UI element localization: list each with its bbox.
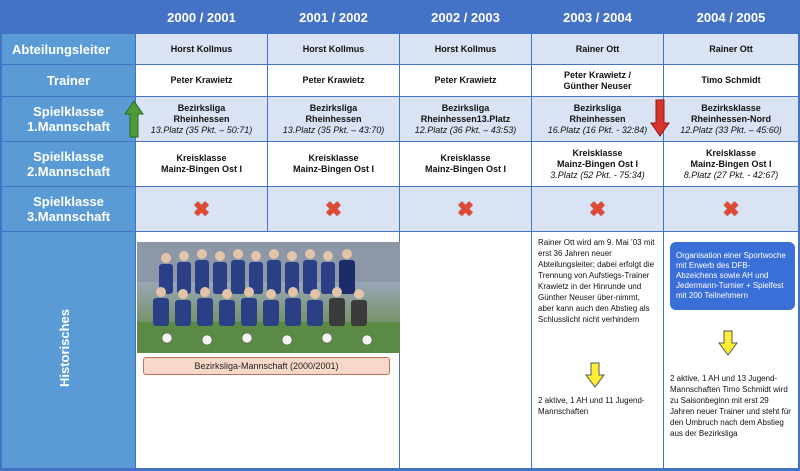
red-x-icon: ✖ — [532, 187, 663, 231]
abteilungsleiter-cell: Horst Kollmus — [268, 34, 399, 64]
yellow-down-arrow-icon — [718, 330, 738, 356]
league-name: Kreisklasse — [440, 153, 491, 163]
red-x-icon: ✖ — [268, 187, 399, 231]
row-label-line: Spielklasse — [33, 104, 104, 119]
spielklasse1-cell — [268, 97, 399, 141]
league-name: Bezirksliga — [573, 102, 622, 113]
league-standing: 3.Platz (52 Pkt. - 75:34) — [550, 169, 645, 180]
row-label-abteilungsleiter: Abteilungsleiter — [2, 34, 135, 64]
league-standing: 13.Platz (35 Pkt. – 43:70) — [282, 124, 385, 135]
league-name: Bezirksliga — [177, 102, 226, 113]
league-standing: 12.Platz (36 Pkt. – 43:53) — [414, 124, 517, 135]
season-header-3: 2002 / 2003 — [400, 2, 531, 33]
league-name: Kreisklasse — [572, 147, 623, 158]
historisches-label: Historisches — [57, 308, 72, 388]
green-up-arrow-icon — [124, 100, 144, 138]
league-name: Bezirksliga — [309, 102, 358, 113]
league-region: Rheinhessen — [569, 113, 626, 124]
row-label-spielklasse-2 — [2, 142, 135, 186]
photo-caption: Bezirksliga-Mannschaft (2000/2001) — [143, 357, 390, 375]
season-header-4: 2003 / 2004 — [532, 2, 663, 33]
row-label-historisches — [2, 232, 135, 468]
abteilungsleiter-cell: Rainer Ott — [664, 34, 798, 64]
trainer-cell: Peter Krawietz — [400, 65, 531, 96]
abteilungsleiter-cell: Horst Kollmus — [136, 34, 267, 64]
spielklasse2-cell — [532, 142, 663, 186]
row-label-trainer: Trainer — [2, 65, 135, 96]
spielklasse2-cell — [268, 142, 399, 186]
league-region: Mainz-Bingen Ost I — [161, 164, 242, 174]
row-label-line: 3.Mannschaft — [26, 209, 111, 224]
red-x-icon: ✖ — [136, 187, 267, 231]
spielklasse1-cell — [532, 97, 663, 141]
league-standing: 16.Platz (16 Pkt. - 32:84) — [547, 124, 648, 135]
red-x-icon: ✖ — [400, 187, 531, 231]
league-region: Mainz-Bingen Ost I — [293, 164, 374, 174]
row-label-line: Spielklasse — [33, 194, 104, 209]
row-label-line: 1.Mannschaft — [26, 119, 111, 134]
trainer-cell: Timo Schmidt — [664, 65, 798, 96]
league-name: Kreisklasse — [308, 153, 359, 163]
row-label-spielklasse-3 — [2, 187, 135, 231]
league-name: Kreisklasse — [705, 147, 757, 158]
team-photo-figures — [137, 242, 400, 353]
league-region: Mainz-Bingen Ost I — [690, 158, 772, 169]
spielklasse2-cell — [664, 142, 798, 186]
league-region: Mainz-Bingen Ost I — [425, 164, 506, 174]
red-x-icon: ✖ — [664, 187, 798, 231]
season-header-5: 2004 / 2005 — [664, 2, 798, 33]
spielklasse2-cell — [136, 142, 267, 186]
history-text-2004: 2 aktive, 1 AH und 13 Jugend-Mannschaften Timo Schmidt wird zu Saisonbeginn mit erst 29 Jahren neuer Trainer und steht für den Umbruch nach dem Abstieg aus der Bezirksliga — [670, 374, 791, 438]
league-standing: 12.Platz (33 Pkt. – 45:60) — [680, 124, 782, 135]
abteilungsleiter-cell: Rainer Ott — [532, 34, 663, 64]
league-standing: 8.Platz (27 Pkt. - 42:67) — [683, 169, 779, 180]
spielklasse2-cell — [400, 142, 531, 186]
abteilungsleiter-cell: Horst Kollmus — [400, 34, 531, 64]
spielklasse1-cell — [400, 97, 531, 141]
trainer-cell: Peter Krawietz — [136, 65, 267, 96]
league-region: Rheinhessen — [173, 113, 230, 124]
spielklasse1-cell — [136, 97, 267, 141]
league-standing: 13.Platz (35 Pkt. – 50:71) — [150, 124, 253, 135]
red-down-arrow-icon — [650, 99, 670, 137]
trainer-name: Peter Krawietz / — [563, 69, 632, 80]
league-name: Bezirksliga — [441, 102, 490, 113]
season-header-1: 2000 / 2001 — [136, 2, 267, 33]
season-header-2: 2001 / 2002 — [268, 2, 399, 33]
league-name: Kreisklasse — [176, 153, 227, 163]
trainer-cell: Peter Krawietz — [268, 65, 399, 96]
event-box-2004: Organisation einer Sportwoche mit Erwerb des DFB-Abzeichens sowie AH und Jedermann-Turnier + Spielfest mit 200 Teilnehmern — [670, 242, 795, 310]
row-label-line: Spielklasse — [33, 149, 104, 164]
league-region: Rheinhessen — [305, 113, 362, 124]
trainer-cell — [532, 65, 663, 96]
row-label-line: 2.Mannschaft — [26, 164, 111, 179]
league-region: Mainz-Bingen Ost I — [557, 158, 638, 169]
history-text-2003: Rainer Ott wird am 9. Mai ’03 mit erst 36 Jahren neuer Abteilungsleiter; dabei erfolgt die Trennung von Aufstiegs-Trainer Krawietz in der Hinrunde und Günther Neuser über-nimmt, aber kann auch den Abstieg als Schlusslicht nicht verhindern — [538, 238, 655, 324]
spielklasse1-cell — [664, 97, 798, 141]
historisches-cell-2002 — [400, 232, 531, 468]
corner-cell — [0, 0, 135, 33]
yellow-down-arrow-icon — [585, 362, 605, 388]
team-photo — [137, 242, 400, 353]
history-text-2003-teams: 2 aktive, 1 AH und 11 Jugend-Mannschaften — [538, 396, 645, 416]
row-label-spielklasse-1 — [2, 97, 135, 141]
trainer-name: Günther Neuser — [563, 80, 632, 91]
league-region: Rheinhessen-Nord — [690, 113, 771, 124]
league-region: Rheinhessen13.Platz — [420, 113, 511, 124]
league-name: Bezirksklasse — [701, 102, 761, 113]
